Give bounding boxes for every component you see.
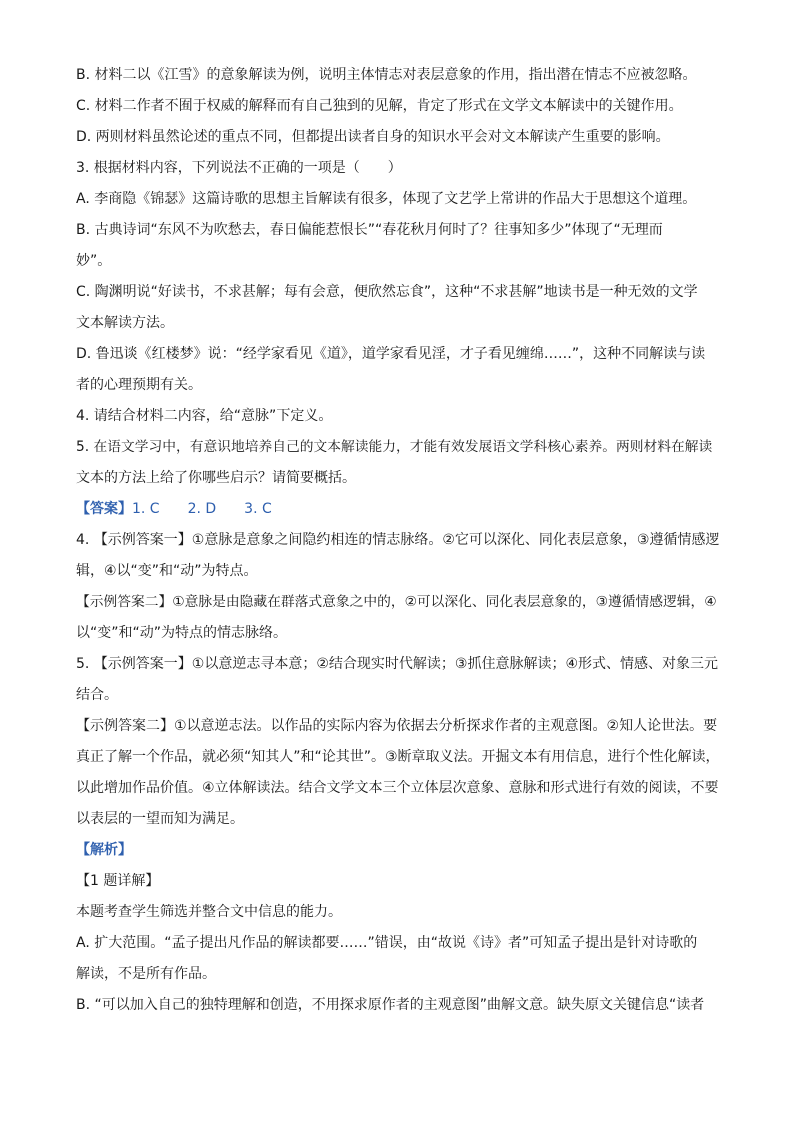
detail-a-line2: 解读，不是所有作品。 <box>76 966 216 982</box>
question-4: 4. 请结合材料二内容，给“意脉”下定义。 <box>76 408 333 424</box>
question-3-option-c-line1: C. 陶渊明说“好读书，不求甚解；每有会意，便欣然忘食”，这种“不求甚解”地读书是一种无效的文学 <box>76 284 698 300</box>
answer-4-example2-line1: 【示例答案二】①意脉是由隐藏在群落式意象之中的，②可以深化、同化表层意象的，③遵循情感逻辑，④ <box>76 594 717 610</box>
document-page <box>76 60 721 1021</box>
answer-5-example2-line4: 以表层的一望而知为满足。 <box>76 811 244 827</box>
option-c: C. 材料二作者不囿于权威的解释而有自己独到的见解，肯定了形式在文学文本解读中的关键作用。 <box>76 98 683 114</box>
question-3-option-d-line1: D. 鲁迅谈《红楼梦》说：“经学家看见《道》，道学家看见淫，才子看见缠绵……”，这种不同解读与读 <box>76 346 706 362</box>
detail-a-line1: A. 扩大范围。“孟子提出凡作品的解读都要……”错误，由“故说《诗》者”可知孟子提出是针对诗歌的 <box>76 935 698 951</box>
detail-b-line1: B. “可以加入自己的独特理解和创造，不用探求原作者的主观意图”曲解文意。缺失原文关键信息“读者 <box>76 997 705 1013</box>
analysis-tag: 【解析】 <box>76 842 132 858</box>
answer-4-example1-line1: 4. 【示例答案一】①意脉是意象之间隐约相连的情志脉络。②它可以深化、同化表层意象，③遵循情感逻 <box>76 532 720 548</box>
answer-5-example1-line2: 结合。 <box>76 687 118 703</box>
answer-5-example1-line1: 5. 【示例答案一】①以意逆志寻本意；②结合现实时代解读；③抓住意脉解读；④形式、情感、对象三元 <box>76 656 719 672</box>
answer-values: 1. C 2. D 3. C <box>132 501 272 517</box>
answer-4-example2-line2: 以“变”和“动”为特点的情志脉络。 <box>76 625 288 641</box>
option-d: D. 两则材料虽然论述的重点不同，但都提出读者自身的知识水平会对文本解读产生重要的影响。 <box>76 129 670 145</box>
question-3-option-d-line2: 者的心理预期有关。 <box>76 377 202 393</box>
question-3-option-c-line2: 文本解读方法。 <box>76 315 174 331</box>
question-5-line1: 5. 在语文学习中，有意识地培养自己的文本解读能力，才能有效发展语文学科核心素养。两则材料在解读 <box>76 439 713 455</box>
question-3-option-b-line1: B. 古典诗词“东风不为吹愁去，春日偏能惹恨长”“春花秋月何时了？往事知多少”体现了“无理而 <box>76 222 663 238</box>
answer-tag: 【答案】 <box>76 501 132 517</box>
detail-1-description: 本题考查学生筛选并整合文中信息的能力。 <box>76 904 342 920</box>
question-5-line2: 文本的方法上给了你哪些启示？请简要概括。 <box>76 470 356 486</box>
detail-1-heading: 【1 题详解】 <box>76 873 160 889</box>
answer-5-example2-line3: 以此增加作品价值。④立体解读法。结合文学文本三个立体层次意象、意脉和形式进行有效的阅读，不要 <box>76 780 719 796</box>
question-3: 3. 根据材料内容，下列说法不正确的一项是（ ） <box>76 160 402 176</box>
answer-4-example1-line2: 辑，④以“变”和“动”为特点。 <box>76 563 258 579</box>
answer-5-example2-line1: 【示例答案二】①以意逆志法。以作品的实际内容为依据去分析探求作者的主观意图。②知人论世法。要 <box>76 718 718 734</box>
question-3-option-a: A. 李商隐《锦瑟》这篇诗歌的思想主旨解读有很多，体现了文艺学上常讲的作品大于思想这个道理。 <box>76 191 697 207</box>
answer-line <box>76 494 721 525</box>
answer-5-example2-line2: 真正了解一个作品，就必须“知其人”和“论其世”。③断章取义法。开掘文本有用信息，进行个性化解读， <box>76 749 720 765</box>
question-3-option-b-line2: 妙”。 <box>76 253 112 269</box>
option-b: B. 材料二以《江雪》的意象解读为例，说明主体情志对表层意象的作用，指出潜在情志不应被忽略。 <box>76 67 697 83</box>
